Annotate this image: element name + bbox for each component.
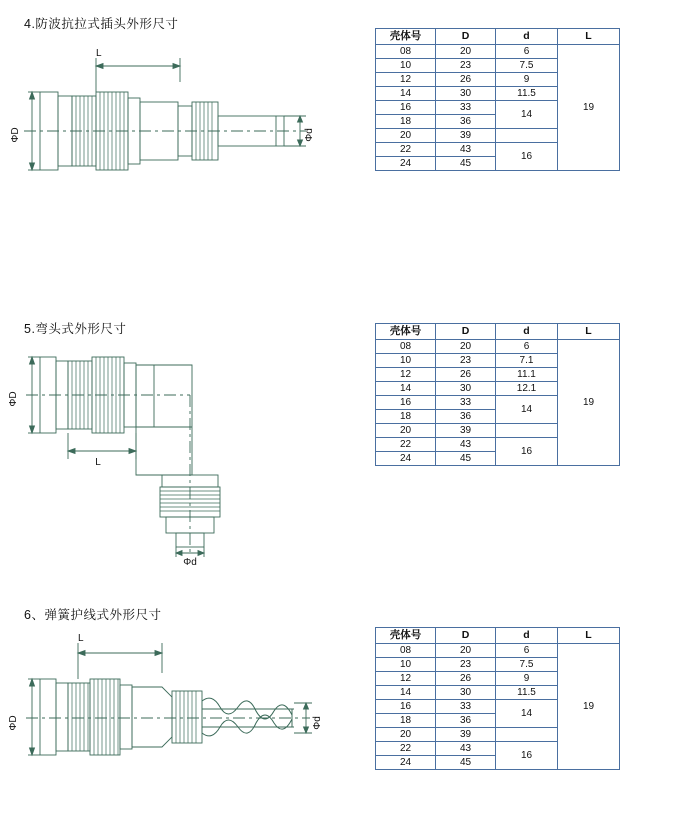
cell-L: 19 xyxy=(558,45,620,171)
table-header-row xyxy=(376,324,620,340)
cell-D: 39 xyxy=(436,129,496,143)
cell-D: 23 xyxy=(436,59,496,73)
cell-L: 19 xyxy=(558,340,620,466)
table-row xyxy=(376,340,620,354)
th-L: L xyxy=(558,628,620,644)
cell-D: 33 xyxy=(436,101,496,115)
cell-shell: 10 xyxy=(376,658,436,672)
cell-d: 6 xyxy=(496,644,558,658)
section-4-title: 4.防波抗拉式插头外形尺寸 xyxy=(24,17,179,31)
cell-D: 26 xyxy=(436,368,496,382)
cell-shell: 12 xyxy=(376,368,436,382)
cell-shell: 14 xyxy=(376,87,436,101)
cell-D: 30 xyxy=(436,87,496,101)
cell-L: 19 xyxy=(558,644,620,770)
table-header-row xyxy=(376,29,620,45)
cell-d: 6 xyxy=(496,45,558,59)
cell-d: 11.5 xyxy=(496,686,558,700)
cell-D: 20 xyxy=(436,45,496,59)
dim-label-big-dia: ΦD xyxy=(10,127,21,143)
cell-shell: 10 xyxy=(376,59,436,73)
cell-shell: 08 xyxy=(376,340,436,354)
dim-label-L: L xyxy=(95,457,101,468)
cell-D: 23 xyxy=(436,354,496,368)
cell-D: 45 xyxy=(436,157,496,171)
cell-d: 16 xyxy=(496,143,558,171)
dim-label-small-dia: Φd xyxy=(183,557,197,568)
cell-shell: 20 xyxy=(376,728,436,742)
cell-shell: 16 xyxy=(376,396,436,410)
cell-shell: 14 xyxy=(376,382,436,396)
cell-d: 11.1 xyxy=(496,368,558,382)
cell-shell: 22 xyxy=(376,438,436,452)
cell-D: 26 xyxy=(436,672,496,686)
cell-shell: 12 xyxy=(376,73,436,87)
cell-shell: 20 xyxy=(376,129,436,143)
drawing-straight-plug xyxy=(10,40,350,200)
cell-D: 30 xyxy=(436,382,496,396)
cell-shell: 18 xyxy=(376,714,436,728)
cell-D: 36 xyxy=(436,714,496,728)
cell-shell: 24 xyxy=(376,756,436,770)
cell-d: 6 xyxy=(496,340,558,354)
th-shell: 壳体号 xyxy=(376,29,436,45)
cell-D: 39 xyxy=(436,424,496,438)
cell-d: 12.1 xyxy=(496,382,558,396)
cell-d: 16 xyxy=(496,742,558,770)
cell-d: 14 xyxy=(496,700,558,728)
table-row xyxy=(376,644,620,658)
cell-shell: 14 xyxy=(376,686,436,700)
th-shell: 壳体号 xyxy=(376,628,436,644)
dim-label-big-dia: ΦD xyxy=(8,715,19,731)
dim-label-big-dia: ΦD xyxy=(8,391,19,407)
cell-d: 7.5 xyxy=(496,658,558,672)
cell-D: 36 xyxy=(436,115,496,129)
th-d: d xyxy=(496,29,558,45)
cell-D: 26 xyxy=(436,73,496,87)
cell-shell: 12 xyxy=(376,672,436,686)
dim-label-small-dia: Φd xyxy=(304,128,315,142)
th-shell: 壳体号 xyxy=(376,324,436,340)
th-D: D xyxy=(436,29,496,45)
section-5 xyxy=(0,305,700,595)
th-d: d xyxy=(496,324,558,340)
th-L: L xyxy=(558,324,620,340)
cell-D: 43 xyxy=(436,742,496,756)
cell-shell: 18 xyxy=(376,115,436,129)
cell-D: 20 xyxy=(436,644,496,658)
cell-d: 11.5 xyxy=(496,87,558,101)
cell-d: 16 xyxy=(496,438,558,466)
cell-shell: 18 xyxy=(376,410,436,424)
drawing-spring-plug xyxy=(10,631,360,801)
cell-shell: 16 xyxy=(376,101,436,115)
spec-table-6 xyxy=(375,627,620,770)
cell-shell: 24 xyxy=(376,452,436,466)
dim-label-small-dia: Φd xyxy=(312,716,323,730)
cell-d: 9 xyxy=(496,73,558,87)
drawing-right-angle-plug xyxy=(10,337,350,567)
cell-shell: 08 xyxy=(376,644,436,658)
th-D: D xyxy=(436,628,496,644)
cell-d: 7.5 xyxy=(496,59,558,73)
cell-D: 30 xyxy=(436,686,496,700)
cell-d: 14 xyxy=(496,101,558,129)
cell-shell: 10 xyxy=(376,354,436,368)
cell-shell: 22 xyxy=(376,742,436,756)
cell-D: 33 xyxy=(436,700,496,714)
cell-D: 43 xyxy=(436,438,496,452)
dim-label-L: L xyxy=(78,633,84,644)
cell-D: 36 xyxy=(436,410,496,424)
cell-d: 9 xyxy=(496,672,558,686)
section-4 xyxy=(0,0,700,270)
spec-table-5 xyxy=(375,323,620,466)
section-6 xyxy=(0,595,700,821)
cell-D: 20 xyxy=(436,340,496,354)
cell-D: 23 xyxy=(436,658,496,672)
dim-label-L: L xyxy=(96,48,102,59)
cell-D: 43 xyxy=(436,143,496,157)
cell-D: 45 xyxy=(436,452,496,466)
cell-shell: 08 xyxy=(376,45,436,59)
cell-shell: 22 xyxy=(376,143,436,157)
th-D: D xyxy=(436,324,496,340)
section-6-title: 6、弹簧护线式外形尺寸 xyxy=(24,608,162,622)
cell-d-empty xyxy=(496,129,558,143)
table-row xyxy=(376,45,620,59)
cell-d-empty xyxy=(496,424,558,438)
cell-shell: 16 xyxy=(376,700,436,714)
cell-d-empty xyxy=(496,728,558,742)
section-5-title: 5.弯头式外形尺寸 xyxy=(24,322,127,336)
cell-shell: 20 xyxy=(376,424,436,438)
th-L: L xyxy=(558,29,620,45)
cell-d: 7.1 xyxy=(496,354,558,368)
th-d: d xyxy=(496,628,558,644)
cell-D: 33 xyxy=(436,396,496,410)
spec-table-4 xyxy=(375,28,620,171)
cell-shell: 24 xyxy=(376,157,436,171)
cell-D: 39 xyxy=(436,728,496,742)
table-header-row xyxy=(376,628,620,644)
cell-D: 45 xyxy=(436,756,496,770)
cell-d: 14 xyxy=(496,396,558,424)
